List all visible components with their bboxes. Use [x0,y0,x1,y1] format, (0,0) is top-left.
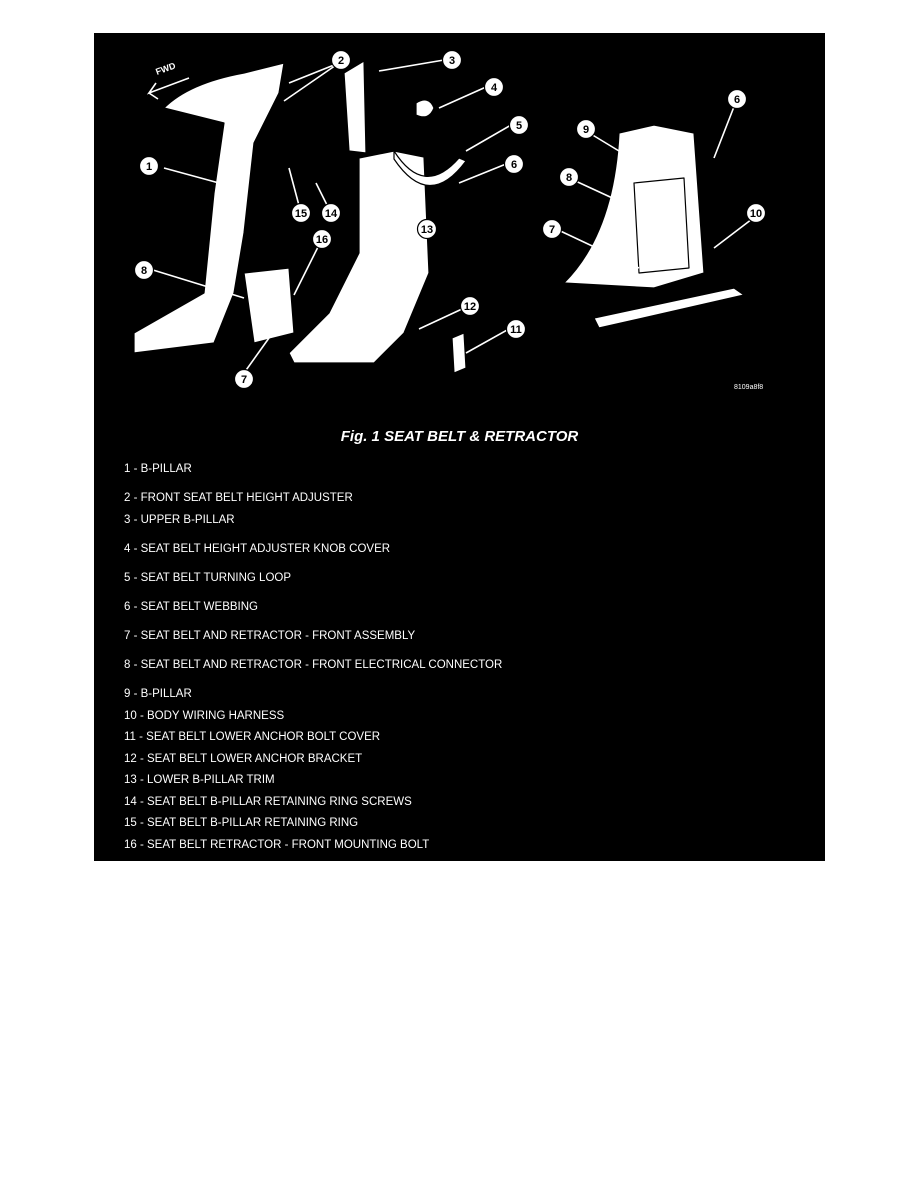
anchor-cover-shape [452,333,466,373]
callout-number: 8 [140,265,148,277]
callout-number: 15 [294,208,308,220]
legend-item: 2 - FRONT SEAT BELT HEIGHT ADJUSTER [124,492,353,504]
legend-item: 7 - SEAT BELT AND RETRACTOR - FRONT ASSEMBLY [124,630,416,642]
callout-1 [140,157,159,176]
legend-item: 1 - B-PILLAR [124,463,192,475]
seat-belt-illustration [94,33,825,408]
leader-12 [419,309,462,329]
figure-panel [94,33,825,861]
drawing-id: 8109a8f8 [734,384,764,391]
legend-item: 14 - SEAT BELT B-PILLAR RETAINING RING SCREWS [124,796,412,808]
leader-5 [466,125,511,151]
lower-b-pillar-trim-shape [289,151,429,363]
fwd-label: FWD [154,60,177,77]
callout-7 [235,370,254,389]
callout-number: 6 [733,94,741,106]
callout-13 [418,220,437,239]
legend-item: 12 - SEAT BELT LOWER ANCHOR BRACKET [124,753,363,765]
callout-3 [443,51,462,70]
legend-item: 4 - SEAT BELT HEIGHT ADJUSTER KNOB COVER [124,543,391,555]
legend-item: 11 - SEAT BELT LOWER ANCHOR BOLT COVER [124,731,381,743]
callout-number: 7 [240,374,248,386]
leader-6 [459,164,506,183]
callout-8 [135,261,154,280]
legend-item: 13 - LOWER B-PILLAR TRIM [124,774,275,786]
callout-number: 7 [548,224,556,236]
knob-cover-shape [416,100,434,117]
inset-harness [594,288,744,328]
callout-6-inset [728,90,747,109]
callout-number: 10 [749,208,763,220]
callout-number: 1 [145,161,153,173]
callout-4 [485,78,504,97]
leader-7 [244,338,269,373]
upper-b-pillar-shape [344,61,366,153]
legend-item: 6 - SEAT BELT WEBBING [124,601,258,613]
callout-12 [461,297,480,316]
callout-number: 13 [420,224,434,236]
callout-14 [322,204,341,223]
callout-5 [510,116,529,135]
leader-11 [466,329,509,353]
callout-6 [505,155,524,174]
callout-number: 3 [448,55,456,67]
callout-8-inset [560,168,579,187]
legend-item: 9 - B-PILLAR [124,688,192,700]
callout-number: 12 [463,301,477,313]
callout-number: 11 [510,324,522,336]
callout-15 [292,204,311,223]
callout-11 [507,320,526,339]
callout-number: 2 [337,55,345,67]
callout-number: 4 [490,82,498,94]
legend-item: 5 - SEAT BELT TURNING LOOP [124,572,292,584]
callout-9 [577,120,596,139]
leader-3 [379,60,444,71]
legend-item: 3 - UPPER B-PILLAR [124,514,235,526]
callout-number: 8 [565,172,573,184]
callout-number: 6 [510,159,518,171]
callout-number: 9 [582,124,590,136]
callout-number: 14 [324,208,338,220]
callout-7-inset [543,220,562,239]
callout-2 [332,51,351,70]
legend-item: 15 - SEAT BELT B-PILLAR RETAINING RING [124,817,359,829]
legend-item: 16 - SEAT BELT RETRACTOR - FRONT MOUNTING BOLT [124,839,430,851]
callout-10 [747,204,766,223]
callout-16 [313,230,332,249]
legend-item: 10 - BODY WIRING HARNESS [124,710,285,722]
legend-item: 8 - SEAT BELT AND RETRACTOR - FRONT ELECTRICAL CONNECTOR [124,659,503,671]
callout-number: 5 [515,120,523,132]
leader-1 [164,168,219,183]
figure-title: Fig. 1 SEAT BELT & RETRACTOR [340,428,579,445]
retractor-housing [244,268,294,343]
callout-number: 16 [315,234,329,246]
leader-4 [439,87,486,108]
inset-retractor [634,178,689,273]
